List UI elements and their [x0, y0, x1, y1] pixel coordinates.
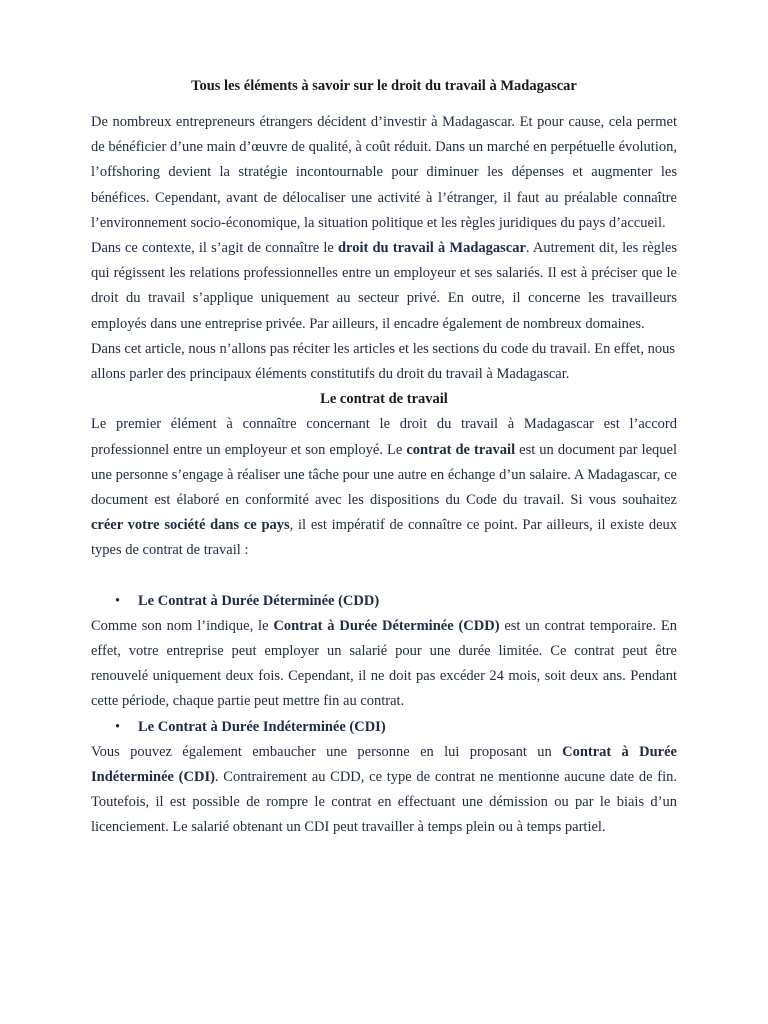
- cdd-heading: Le Contrat à Durée Déterminée (CDD): [138, 592, 380, 609]
- cdd-bullet-item: [91, 589, 677, 614]
- intro-p2-text-b: . Autrement dit, les règles qui régissent les relations professionnelles entre un employeur et ses salariés. Il est à préciser que le droit du travail s’applique uniquement au secteur privé. En outre, il concerne les travailleurs employés dans une entreprise privée. Par ailleurs, il encadre également de nombreux domaines.: [91, 240, 678, 332]
- cdi-text-a: Vous pouvez également embaucher une personne en lui proposant un: [91, 743, 563, 760]
- intro-paragraph-1: De nombreux entrepreneurs étrangers décident d’investir à Madagascar. Et pour cause, cela permet de bénéficier d’une main d’œuvre de qualité, à coût réduit. Dans un marché en perpétuelle évolution, l’offshoring devient la stratégie incontournable pour diminuer les dépenses et augmenter les bénéfices. Cependant, avant de délocaliser une activité à l’étranger, il faut au préalable connaître l’environnement socio-économique, la situation politique et les règles juridiques du pays d’accueil.: [91, 114, 677, 231]
- cdi-bold-term: Contrat à Durée Indéterminée (CDI): [91, 743, 677, 786]
- intro-paragraph-3: Dans cet article, nous n’allons pas réciter les articles et les sections du code du travail. En effet, nous allons parler des principaux éléments constitutifs du droit du travail à Madagascar.: [91, 340, 675, 383]
- intro-paragraph-2: [91, 236, 677, 337]
- contrat-text-b: est un document par lequel une personne s’engage à réaliser une tâche pour une autre en échange d’un salaire. A Madagascar, ce document est élaboré en conformité avec les dispositions du Code du travail. Si vous souhaitez: [91, 441, 678, 509]
- blank-line: [91, 564, 677, 589]
- cdi-paragraph: [91, 740, 677, 841]
- cdi-text-b: . Contrairement au CDD, ce type de contrat ne mentionne aucune date de fin. Toutefois, il est possible de rompre le contrat en effectuant une démission ou par le biais d’un licenciement. Le salarié obtenant un CDI peut travailler à temps plein ou à temps partiel.: [91, 769, 677, 836]
- cdd-paragraph: [91, 614, 677, 715]
- section-heading-contrat: Le contrat de travail: [320, 391, 448, 408]
- cdd-text-b: est un contrat temporaire. En effet, votre entreprise peut employer un salarié pour une durée limitée. Ce contrat peut être renouvelé uniquement deux fois. Cependant, il ne doit pas excéder 24 mois, soit deux ans. Pendant cette période, chaque partie peut mettre fin au contrat.: [91, 617, 678, 710]
- cdi-heading: Le Contrat à Durée Indéterminée (CDI): [138, 718, 386, 735]
- contrat-text-a: Le premier élément à connaître concernant le droit du travail à Madagascar est l’accord professionnel entre un employeur et son employé. Le: [91, 416, 677, 458]
- cdi-bullet-item: [91, 715, 677, 740]
- document-title: Tous les éléments à savoir sur le droit du travail à Madagascar: [191, 78, 577, 94]
- cdd-text-a: Comme son nom l’indique, le: [91, 617, 274, 634]
- bullet-icon: •: [115, 718, 121, 735]
- section-contrat-paragraph: [91, 412, 677, 563]
- intro-p2-bold: droit du travail à Madagascar: [337, 240, 526, 257]
- contrat-text-c: , il est impératif de connaître ce point. Par ailleurs, il existe deux types de contrat de travail :: [91, 517, 678, 559]
- contrat-bold-link: créer votre société dans ce pays: [91, 517, 290, 534]
- cdd-bold-term: Contrat à Durée Déterminée (CDD): [273, 617, 500, 634]
- bullet-icon: •: [115, 592, 121, 609]
- cdi-bullet-list: [91, 715, 677, 740]
- intro-p2-text-a: Dans ce contexte, il s’agit de connaître le: [91, 240, 338, 257]
- contrat-bold-term: contrat de travail: [406, 441, 516, 458]
- cdd-bullet-list: [91, 589, 677, 614]
